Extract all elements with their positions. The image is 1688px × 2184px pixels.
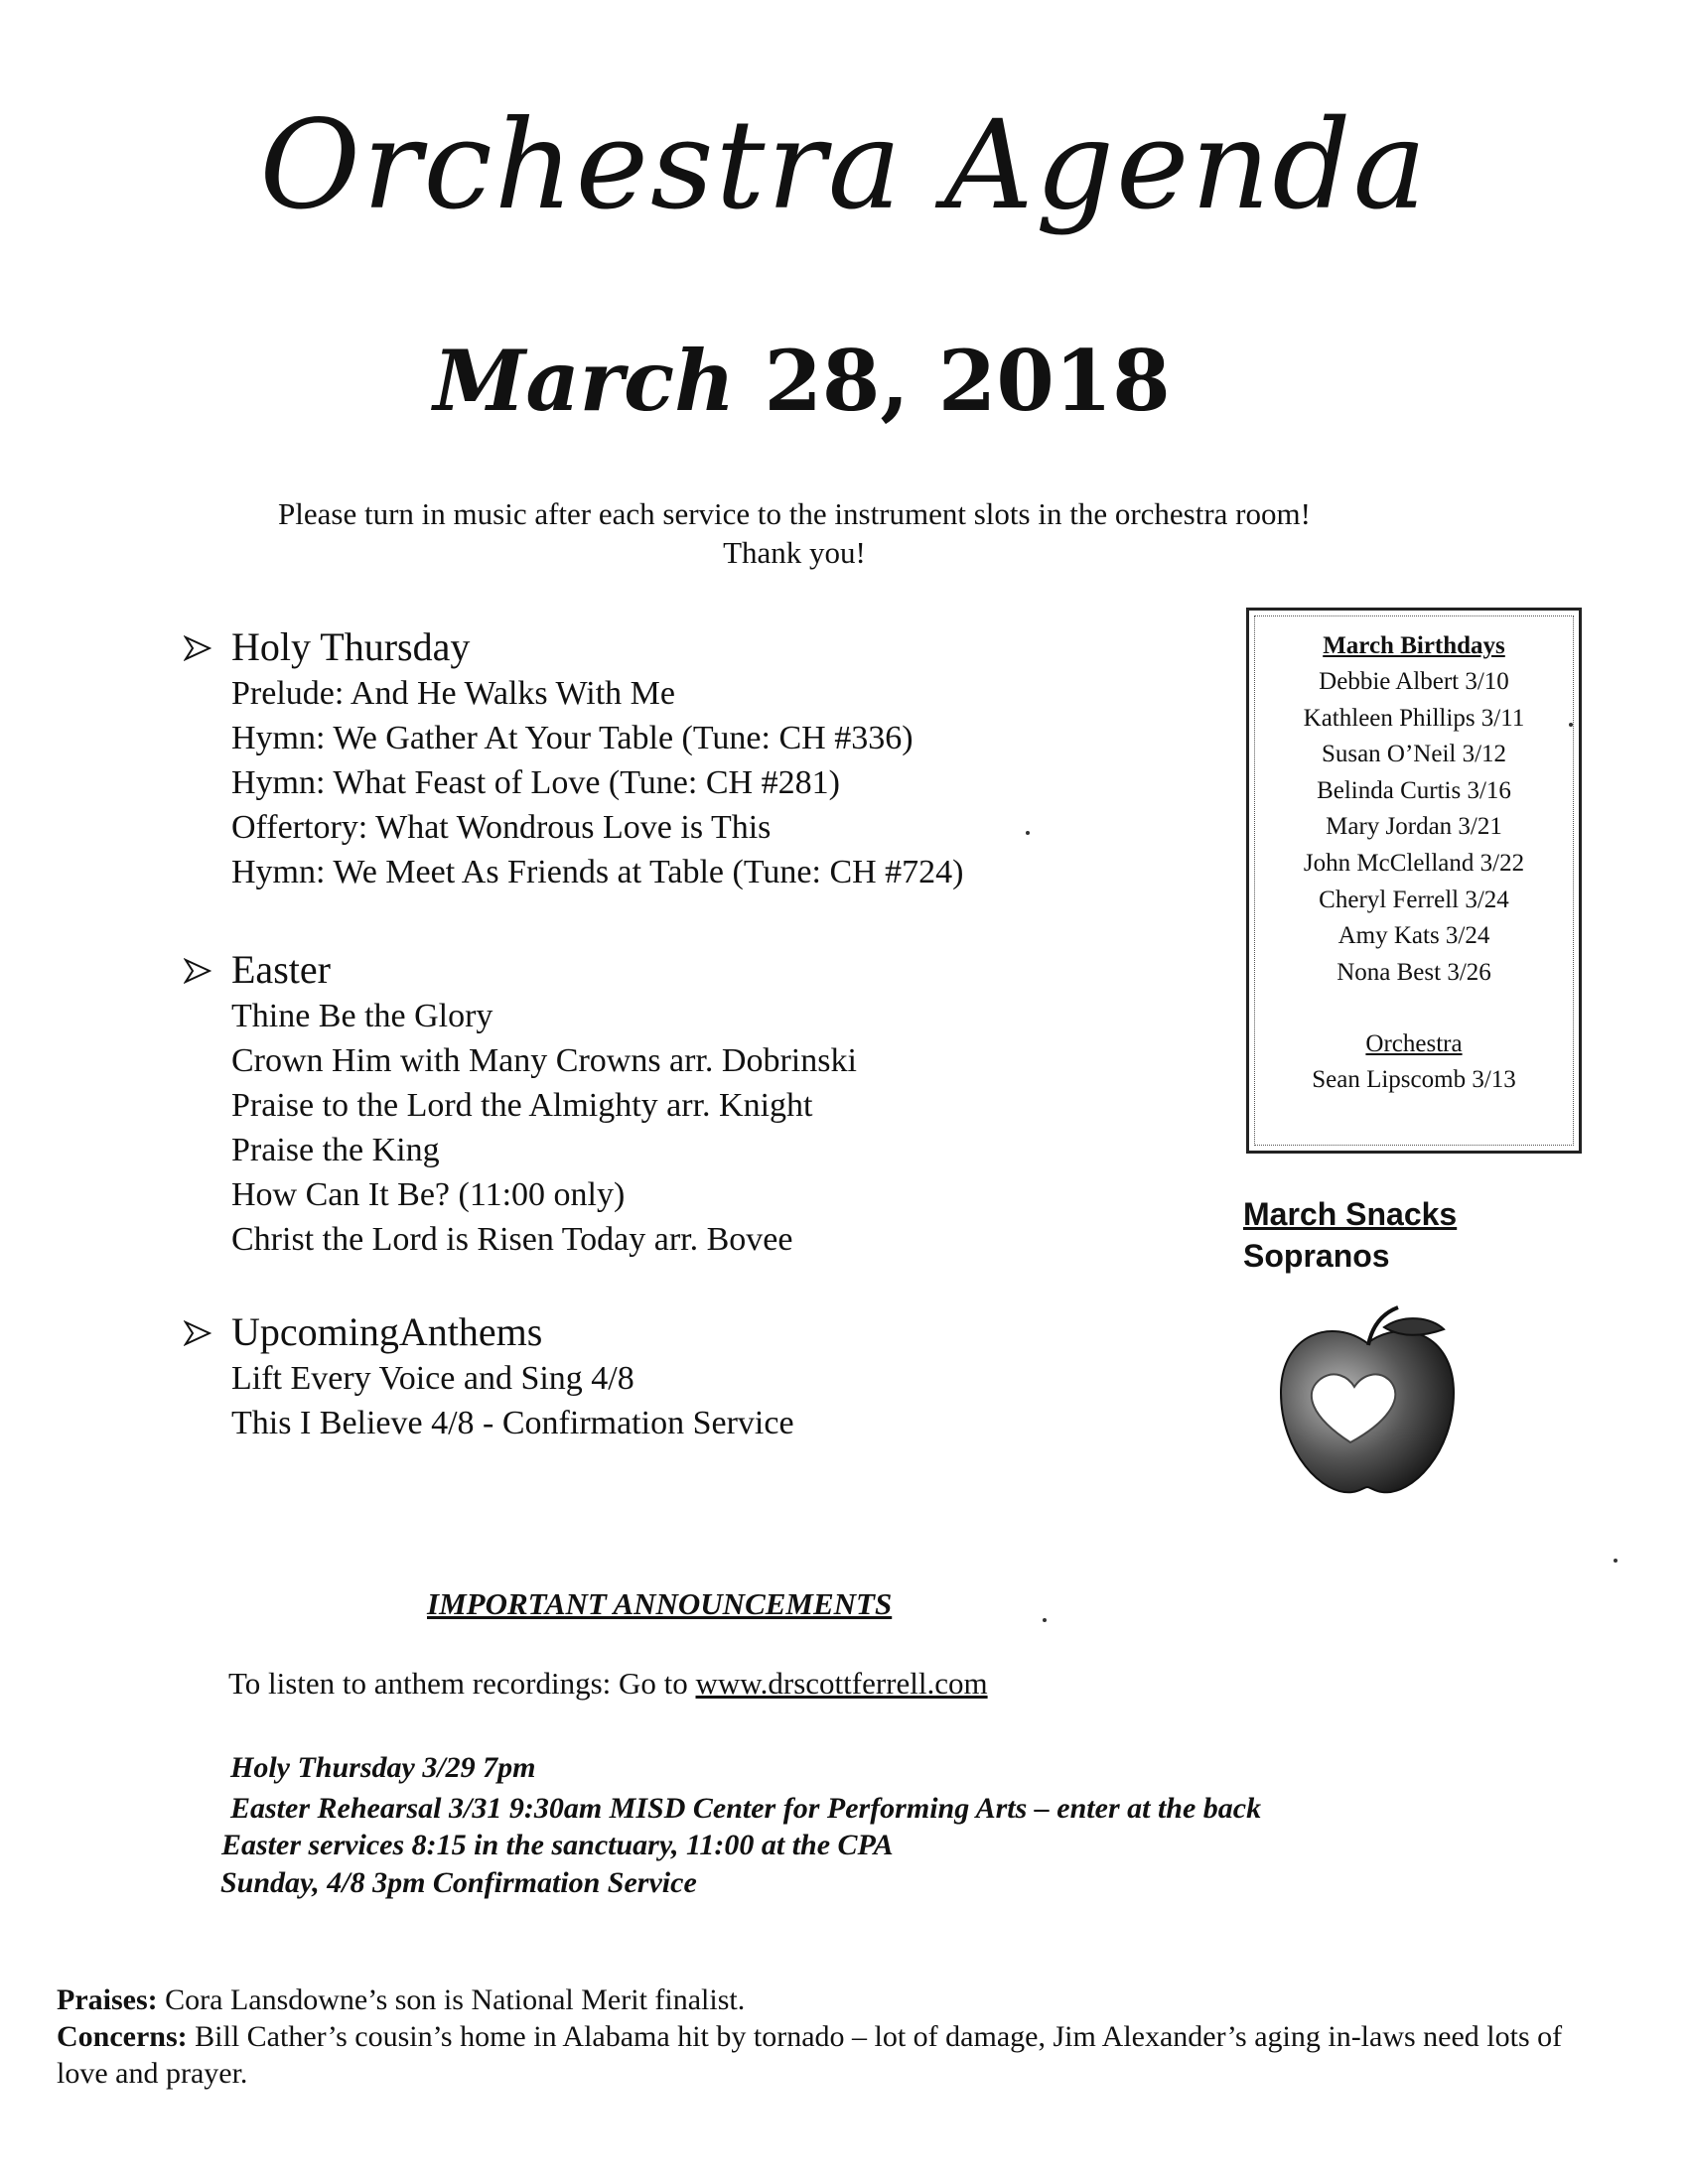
section-heading (184, 1308, 1206, 1356)
section-easter (184, 946, 1206, 1262)
event-line: Sunday, 4/8 3pm Confirmation Service (220, 1866, 697, 1899)
list-item: Thine Be the Glory (231, 998, 493, 1034)
recordings-text: To listen to anthem recordings: Go to (228, 1666, 696, 1701)
agenda-date (0, 332, 1604, 430)
concerns-label: Concerns: (57, 2020, 188, 2053)
section-heading (184, 946, 1206, 994)
arrow-bullet-icon (184, 635, 211, 661)
date-month: March (433, 332, 736, 430)
list-item: Crown Him with Many Crowns arr. Dobrinski (231, 1042, 857, 1079)
list-item: This I Believe 4/8 - Confirmation Service (231, 1405, 794, 1441)
list-item: Offertory: What Wondrous Love is This (231, 809, 772, 846)
list-item: How Can It Be? (11:00 only) (231, 1176, 626, 1213)
snacks-block (1243, 1193, 1457, 1277)
arrow-bullet-icon (184, 958, 211, 984)
section-holy-thursday (184, 623, 1206, 894)
birthdays-heading: March Birthdays (1323, 632, 1505, 659)
birthday-entry: Amy Kats 3/24 (1337, 922, 1490, 950)
recordings-link[interactable]: www.drscottferrell.com (695, 1666, 988, 1701)
birthday-entry: Susan O’Neil 3/12 (1321, 741, 1507, 768)
notice-line-1: Please turn in music after each service to the instrument slots in the orchestra room! (278, 496, 1311, 531)
scan-speck (1569, 723, 1573, 727)
orchestra-birthdays-heading: Orchestra (1365, 1030, 1463, 1058)
list-item: Hymn: We Gather At Your Table (Tune: CH #336) (231, 720, 914, 756)
date-day-year: 28, 2018 (764, 332, 1171, 430)
snacks-group: Sopranos (1243, 1238, 1390, 1274)
music-return-notice (0, 494, 1589, 572)
birthdays-box (1246, 608, 1582, 1154)
event-line: Easter Rehearsal 3/31 9:30am MISD Center for Performing Arts – enter at the back (230, 1792, 1262, 1825)
birthday-entry: Nona Best 3/26 (1336, 958, 1491, 986)
section-upcoming-anthems (184, 1308, 1206, 1445)
concerns-line (57, 2018, 1606, 2092)
section-heading-label: UpcomingAnthems (231, 1309, 543, 1354)
scan-speck (1043, 1618, 1047, 1622)
list-item: Christ the Lord is Risen Today arr. Bovee (231, 1221, 793, 1258)
section-heading-label: Easter (231, 947, 331, 992)
praises-text: Cora Lansdowne’s son is National Merit finalist. (157, 1983, 746, 2016)
list-item: Praise to the Lord the Almighty arr. Knight (231, 1087, 813, 1124)
arrow-bullet-icon (184, 1320, 211, 1346)
recordings-note (228, 1666, 988, 1702)
list-item: Hymn: What Feast of Love (Tune: CH #281) (231, 764, 840, 801)
list-item: Prelude: And He Walks With Me (231, 675, 675, 712)
scan-speck (1026, 831, 1030, 835)
scan-speck (1614, 1559, 1618, 1563)
page-title: Orchestra Agenda (259, 94, 1429, 237)
notice-line-2: Thank you! (723, 535, 866, 570)
list-item: Praise the King (231, 1132, 440, 1168)
birthday-entry: Sean Lipscomb 3/13 (1312, 1066, 1516, 1094)
birthday-entry: John McClelland 3/22 (1303, 849, 1525, 877)
event-line: Easter services 8:15 in the sanctuary, 11:00 at the CPA (221, 1829, 894, 1861)
birthday-entry: Cheryl Ferrell 3/24 (1319, 886, 1509, 913)
birthday-entry: Debbie Albert 3/10 (1319, 668, 1509, 695)
praises-concerns (57, 1981, 1606, 2092)
event-line: Holy Thursday 3/29 7pm (230, 1751, 536, 1784)
list-item: Hymn: We Meet As Friends at Table (Tune: CH #724) (231, 854, 964, 890)
apple-heart-icon (1273, 1305, 1462, 1499)
snacks-heading: March Snacks (1243, 1196, 1458, 1232)
section-heading-label: Holy Thursday (231, 624, 471, 669)
praises-line (57, 1981, 1606, 2018)
birthday-entry: Kathleen Phillips 3/11 (1303, 704, 1525, 732)
list-item: Lift Every Voice and Sing 4/8 (231, 1360, 634, 1397)
praises-label: Praises: (57, 1983, 158, 2016)
birthday-entry: Mary Jordan 3/21 (1326, 813, 1502, 841)
birthday-entry: Belinda Curtis 3/16 (1317, 776, 1511, 804)
concerns-text: Bill Cather’s cousin’s home in Alabama hit by tornado – lot of damage, Jim Alexander’s aging in-laws need lots of love and prayer. (57, 2020, 1563, 2090)
section-heading (184, 623, 1206, 671)
announcements-heading: IMPORTANT ANNOUNCEMENTS (427, 1586, 893, 1621)
